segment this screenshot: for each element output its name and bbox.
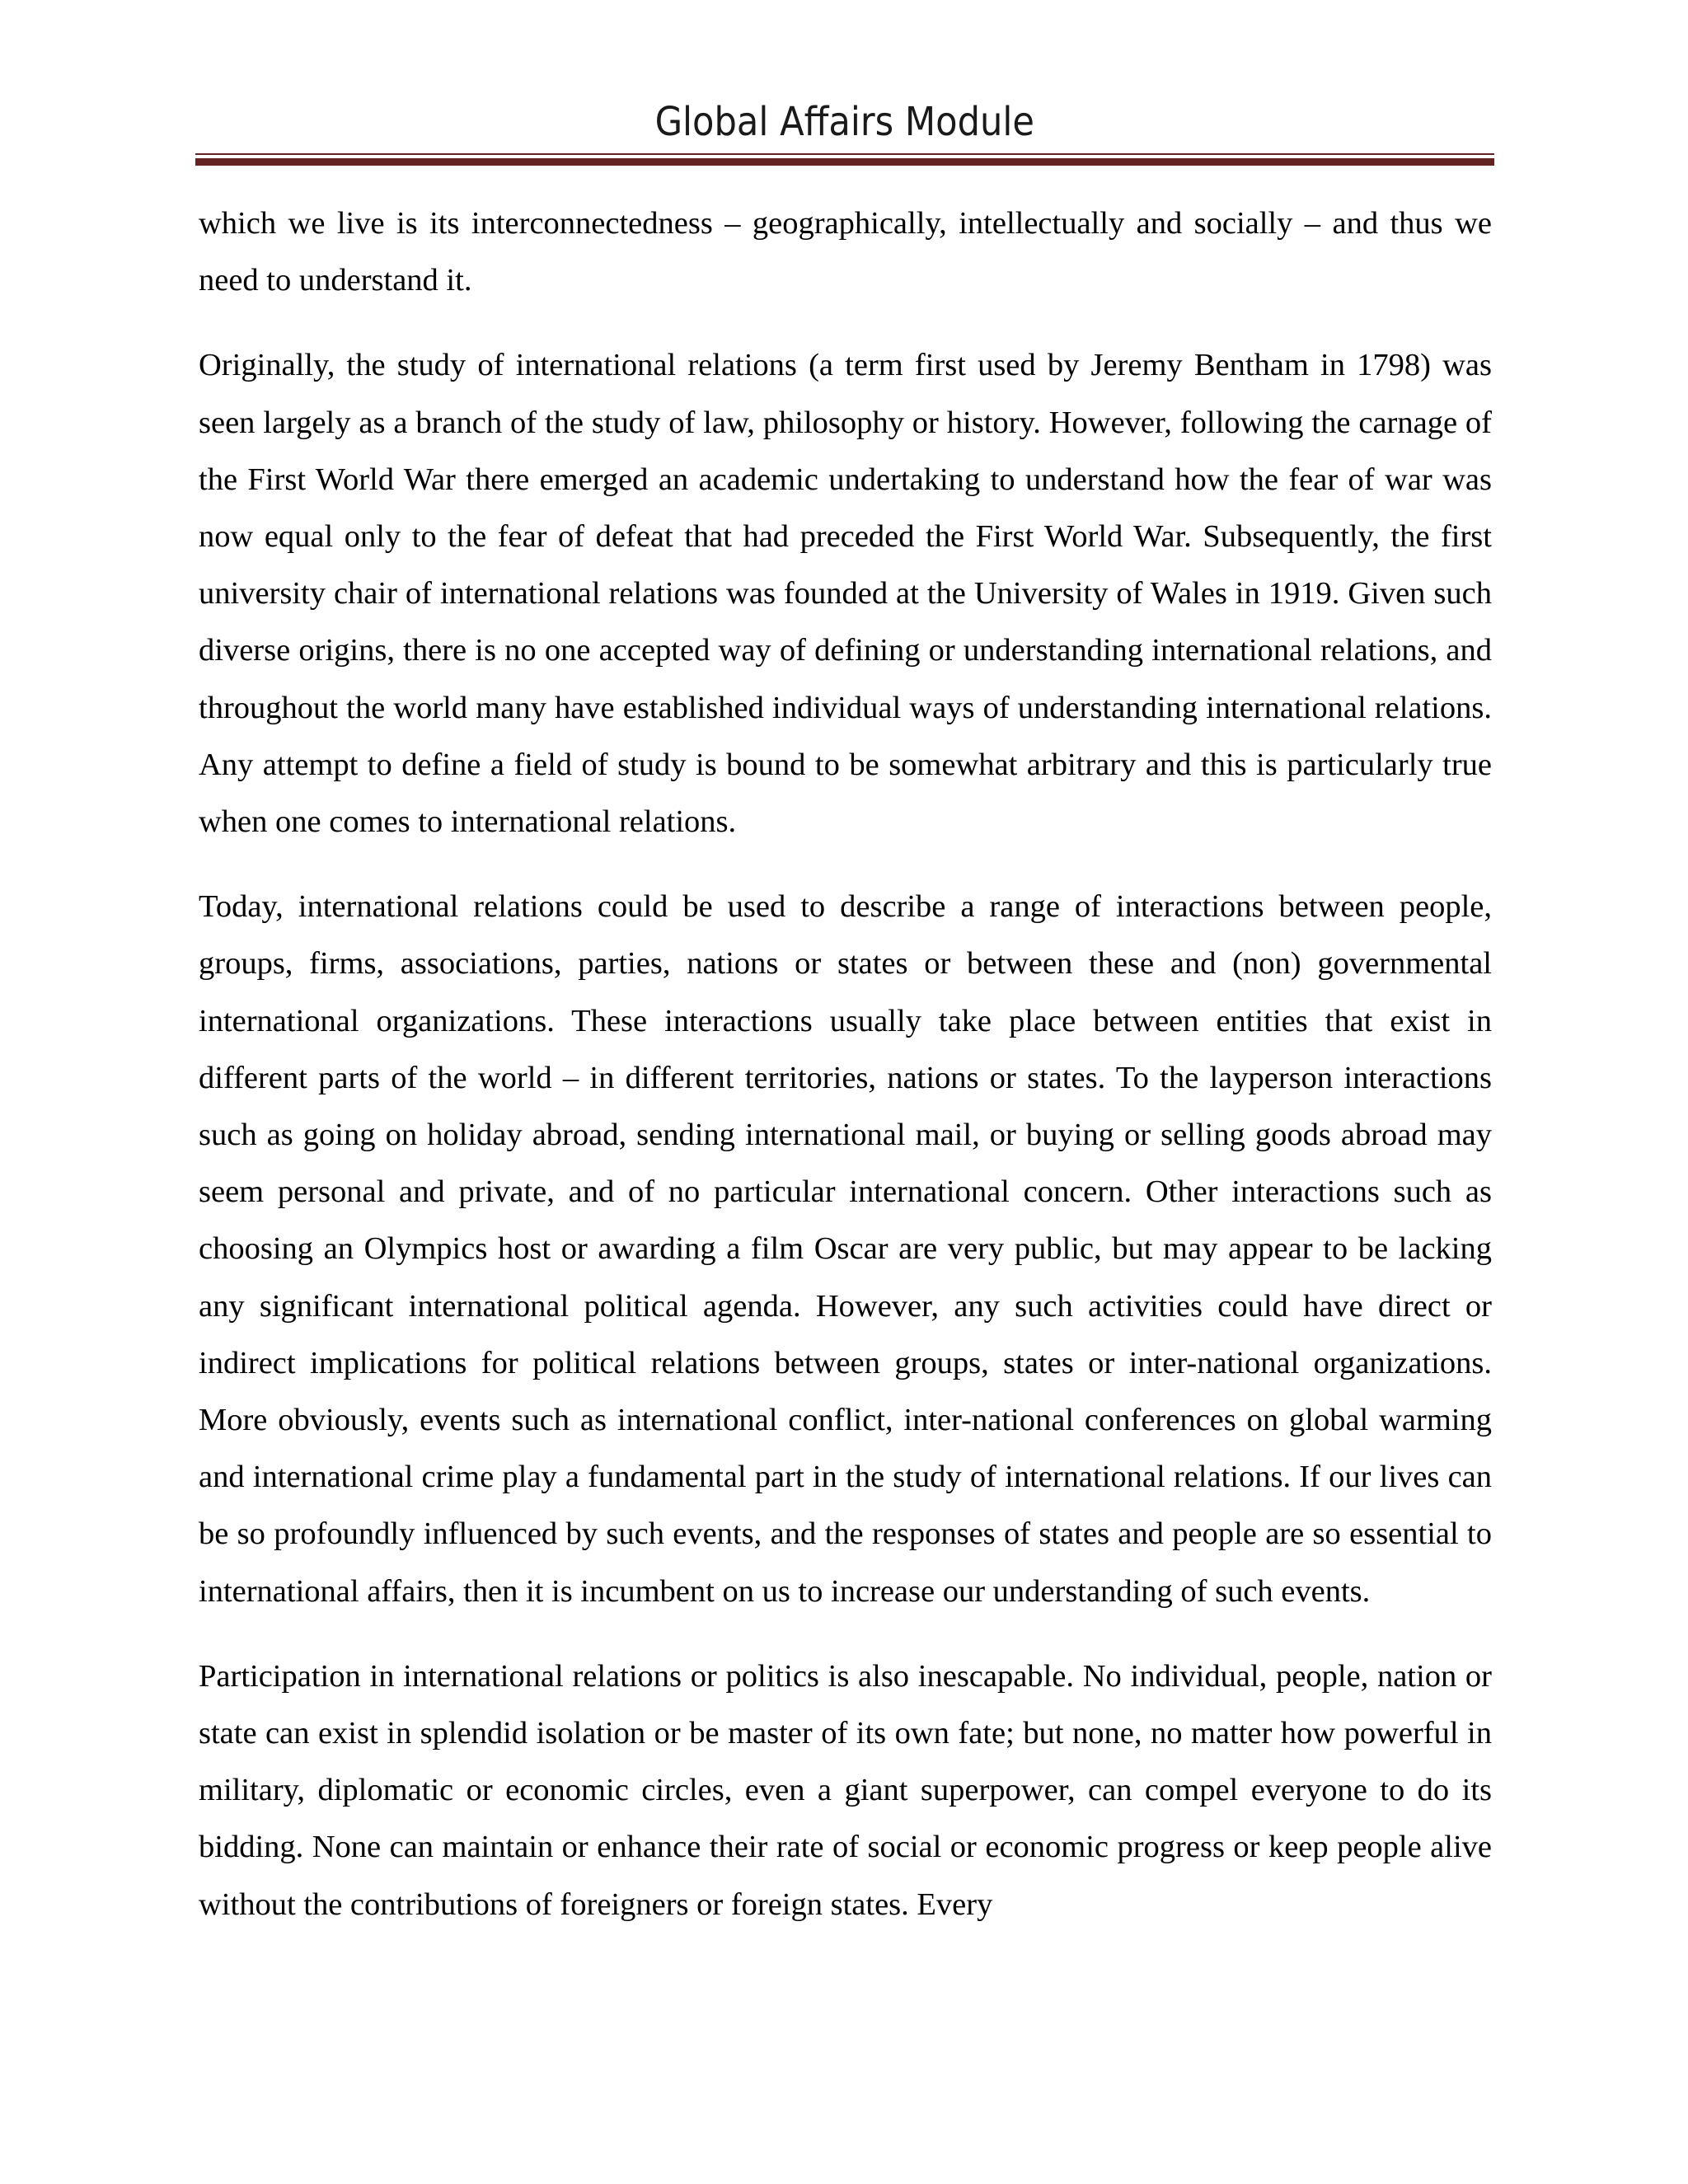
- header-title: Global Affairs Module: [654, 99, 1035, 145]
- paragraph-4: Participation in international relations or politics is also inescapable. No individual, people, nation or state can exist in splendid isolation or be master of its own fate; but none, no matter how powerful in military, diplomatic or economic circles, even a giant superpower, can compel everyone to do its bidding. None can maintain or enhance their rate of social or economic progress or keep people alive without the contributions of foreigners or foreign states. Every: [199, 1658, 1492, 1922]
- paragraph-3: Today, international relations could be used to describe a range of interactions between people, groups, firms, associations, parties, nations or states or between these and (non) governmental international organizations. These interactions usually take place between entities that exist in different parts of the world – in different territories, nations or states. To the layperson interactions such as going on holiday abroad, sending international mail, or buying or selling goods abroad may seem personal and private, and of no particular international concern. Other interactions such as choosing an Olympics host or awarding a film Oscar are very public, but may appear to be lacking any significant international political agenda. However, any such activities could have direct or indirect implications for political relations between groups, states or inter-national organizations. More obviously, events such as international conflict, inter-national conferences on global warming and international crime play a fundamental part in the study of international relations. If our lives can be so profoundly influenced by such events, and the responses of states and people are so essential to international affairs, then it is incumbent on us to increase our understanding of such events.: [199, 889, 1492, 1609]
- header-rule-thin: [195, 153, 1494, 155]
- page-header: [195, 97, 1494, 147]
- header-rule-thick: [195, 158, 1494, 166]
- paragraph-1: which we live is its interconnectedness – geographically, intellectually and socially – and thus we need to understand it.: [199, 206, 1492, 298]
- paragraph-2: Originally, the study of international relations (a term first used by Jeremy Bentham in 1798) was seen largely as a branch of the study of law, philosophy or history. However, following the carnage of the First World War there emerged an academic undertaking to understand how the fear of war was now equal only to the fear of defeat that had preceded the First World War. Subsequently, the first university chair of international relations was founded at the University of Wales in 1919. Given such diverse origins, there is no one accepted way of defining or understanding international relations, and throughout the world many have established individual ways of understanding international relations. Any attempt to define a field of study is bound to be somewhat arbitrary and this is particularly true when one comes to international relations.: [199, 348, 1492, 840]
- body-text: [199, 195, 1492, 1961]
